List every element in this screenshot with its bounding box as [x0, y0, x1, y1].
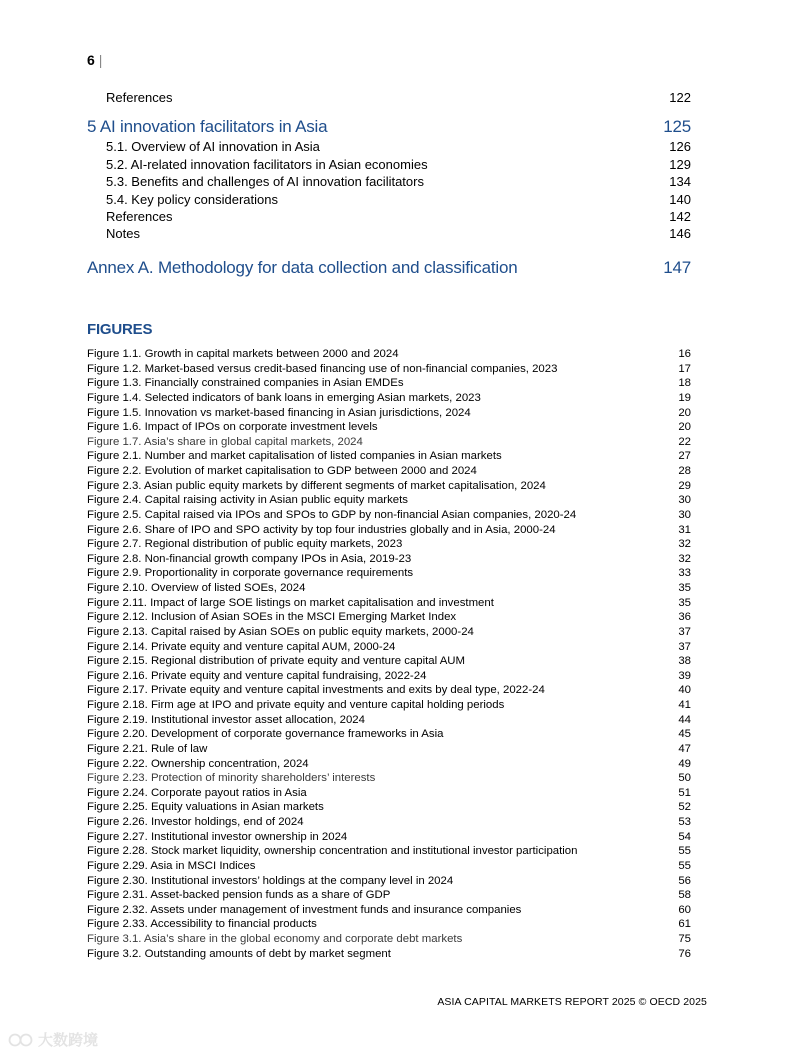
figure-page: 55	[678, 845, 691, 858]
figure-list-item[interactable]	[87, 362, 691, 377]
toc-annex-page: 147	[663, 257, 691, 277]
figure-list-item[interactable]	[87, 581, 691, 596]
figure-title: Figure 2.32. Assets under management of investment funds and insurance companies	[87, 903, 522, 916]
watermark	[8, 1029, 98, 1050]
figure-title: Figure 2.19. Institutional investor asset allocation, 2024	[87, 713, 365, 726]
toc-entry[interactable]	[87, 173, 691, 190]
figure-list-item[interactable]	[87, 449, 691, 464]
figure-page: 58	[678, 889, 691, 902]
figure-page: 31	[678, 523, 691, 536]
toc-entry-page: 134	[669, 174, 691, 190]
figure-title: Figure 2.4. Capital raising activity in Asian public equity markets	[87, 494, 408, 507]
toc-entry-label: References	[106, 208, 173, 224]
figure-page: 55	[678, 859, 691, 872]
figure-list-item[interactable]	[87, 508, 691, 523]
figure-title: Figure 2.23. Protection of minority shareholders’ interests	[87, 772, 376, 785]
figures-heading: FIGURES	[87, 321, 153, 338]
figure-page: 75	[678, 933, 691, 945]
figure-title: Figure 2.26. Investor holdings, end of 2024	[87, 816, 304, 828]
figure-list-item[interactable]	[87, 874, 691, 889]
figure-page: 39	[678, 669, 691, 682]
figure-title: Figure 2.18. Firm age at IPO and private equity and venture capital holding periods	[87, 699, 505, 711]
figure-title: Figure 2.30. Institutional investors’ holdings at the company level in 2024	[87, 874, 454, 887]
watermark-text: 大数跨境	[38, 1032, 99, 1049]
figure-list-item[interactable]	[87, 420, 691, 435]
figure-list-item[interactable]	[87, 683, 691, 698]
figure-page: 36	[678, 611, 691, 624]
figure-title: Figure 1.3. Financially constrained companies in Asian EMDEs	[87, 377, 404, 390]
figure-title: Figure 1.1. Growth in capital markets between 2000 and 2024	[87, 348, 399, 360]
figure-title: Figure 1.4. Selected indicators of bank loans in emerging Asian markets, 2023	[87, 391, 481, 404]
figures-list	[87, 347, 691, 961]
figure-page: 16	[678, 348, 691, 360]
figure-list-item[interactable]	[87, 800, 691, 815]
figure-page: 47	[678, 742, 691, 755]
figure-page: 51	[678, 786, 691, 799]
figure-title: Figure 1.2. Market-based versus credit-based financing use of non-financial companies, 2023	[87, 362, 558, 375]
toc-entry[interactable]	[87, 191, 691, 208]
figure-list-item[interactable]	[87, 742, 691, 757]
figure-page: 28	[678, 465, 691, 477]
page-number	[87, 52, 102, 68]
toc-chapter-page: 125	[663, 117, 691, 137]
toc-entry-label: Notes	[106, 226, 140, 242]
toc-entry-references[interactable]	[87, 89, 691, 106]
toc-entry-label: 5.2. AI-related innovation facilitators in Asian economies	[106, 156, 428, 172]
toc-entry[interactable]	[87, 156, 691, 173]
figure-title: Figure 2.29. Asia in MSCI Indices	[87, 859, 256, 872]
toc-chapter-5[interactable]	[87, 116, 691, 138]
figure-title: Figure 2.13. Capital raised by Asian SOEs on public equity markets, 2000-24	[87, 625, 474, 638]
figure-list-item[interactable]	[87, 566, 691, 581]
figure-page: 60	[678, 903, 691, 916]
figure-title: Figure 2.3. Asian public equity markets by different segments of market capitalisation, 2024	[87, 479, 546, 492]
figure-page: 37	[678, 625, 691, 638]
figure-page: 49	[678, 757, 691, 770]
figure-list-item[interactable]	[87, 464, 691, 479]
figure-page: 18	[678, 377, 691, 390]
figure-list-item[interactable]	[87, 859, 691, 874]
figure-list-item[interactable]	[87, 947, 691, 962]
toc-annex-a[interactable]	[87, 257, 691, 279]
toc-entry[interactable]	[87, 225, 691, 242]
page-number-value: 6	[87, 52, 95, 68]
figure-list-item[interactable]	[87, 596, 691, 611]
figure-page: 17	[678, 362, 691, 375]
toc-chapter-label: 5 AI innovation facilitators in Asia	[87, 117, 328, 137]
figure-page: 35	[678, 582, 691, 594]
figure-page: 19	[678, 391, 691, 404]
figure-page: 29	[678, 479, 691, 492]
figure-list-item[interactable]	[87, 537, 691, 552]
figure-list-item[interactable]	[87, 713, 691, 728]
figure-title: Figure 2.1. Number and market capitalisation of listed companies in Asian markets	[87, 450, 502, 463]
figure-list-item[interactable]	[87, 625, 691, 640]
figure-title: Figure 3.2. Outstanding amounts of debt by market segment	[87, 947, 391, 960]
figure-list-item[interactable]	[87, 917, 691, 932]
toc-entry-page: 129	[669, 156, 691, 172]
figure-title: Figure 1.7. Asia’s share in global capital markets, 2024	[87, 435, 363, 448]
figure-page: 56	[678, 874, 691, 887]
figure-list-item[interactable]	[87, 406, 691, 421]
toc-entry-page: 122	[669, 90, 691, 105]
toc-entry-label: 5.3. Benefits and challenges of AI innovation facilitators	[106, 174, 424, 190]
figure-page: 76	[678, 947, 691, 960]
figure-page: 32	[678, 552, 691, 565]
figure-list-item[interactable]	[87, 932, 691, 947]
figure-list-item[interactable]	[87, 654, 691, 669]
figure-page: 33	[678, 567, 691, 580]
figure-list-item[interactable]	[87, 347, 691, 362]
figure-list-item[interactable]	[87, 479, 691, 494]
figure-page: 22	[678, 435, 691, 448]
toc-entry-page: 126	[669, 139, 691, 155]
figure-list-item[interactable]	[87, 786, 691, 801]
figure-title: Figure 2.24. Corporate payout ratios in Asia	[87, 786, 307, 799]
figure-title: Figure 2.27. Institutional investor ownership in 2024	[87, 830, 348, 843]
figure-title: Figure 2.21. Rule of law	[87, 742, 208, 755]
figure-list-item[interactable]	[87, 435, 691, 450]
figure-page: 45	[678, 728, 691, 741]
figure-page: 30	[678, 508, 691, 521]
table-of-contents	[87, 89, 691, 279]
toc-entry-page: 142	[669, 208, 691, 224]
figure-title: Figure 2.6. Share of IPO and SPO activity by top four industries globally and in Asia, 2000-24	[87, 523, 556, 536]
figure-title: Figure 2.8. Non-financial growth company IPOs in Asia, 2019-23	[87, 552, 412, 565]
figure-page: 32	[678, 538, 691, 551]
figure-page: 20	[678, 406, 691, 419]
toc-entry-label: 5.1. Overview of AI innovation in Asia	[106, 139, 320, 155]
figure-list-item[interactable]	[87, 727, 691, 742]
figure-title: Figure 2.28. Stock market liquidity, ownership concentration and institutional investor participation	[87, 845, 578, 858]
figure-list-item[interactable]	[87, 376, 691, 391]
figure-title: Figure 2.7. Regional distribution of public equity markets, 2023	[87, 538, 403, 551]
toc-entry-page: 146	[669, 226, 691, 242]
figure-list-item[interactable]	[87, 698, 691, 713]
toc-sections	[87, 138, 691, 242]
figure-page: 40	[678, 684, 691, 697]
figure-page: 44	[678, 713, 691, 726]
figure-title: Figure 2.11. Impact of large SOE listings on market capitalisation and investment	[87, 596, 494, 609]
page-number-separator: |	[98, 52, 103, 68]
figure-title: Figure 1.5. Innovation vs market-based financing in Asian jurisdictions, 2024	[87, 406, 471, 419]
figure-list-item[interactable]	[87, 771, 691, 786]
figure-page: 61	[678, 918, 691, 931]
figure-title: Figure 2.10. Overview of listed SOEs, 2024	[87, 582, 306, 594]
figure-page: 53	[678, 816, 691, 828]
figure-title: Figure 2.22. Ownership concentration, 2024	[87, 757, 309, 770]
figure-page: 35	[678, 596, 691, 609]
toc-entry-label: References	[106, 90, 173, 105]
figure-page: 54	[678, 830, 691, 843]
figure-title: Figure 3.1. Asia’s share in the global economy and corporate debt markets	[87, 933, 463, 945]
watermark-logo-icon	[8, 1033, 34, 1047]
figure-page: 41	[678, 699, 691, 711]
figure-list-item[interactable]	[87, 815, 691, 830]
figure-list-item[interactable]	[87, 552, 691, 567]
figure-page: 38	[678, 655, 691, 668]
figure-page: 50	[678, 772, 691, 785]
figure-title: Figure 2.31. Asset-backed pension funds as a share of GDP	[87, 889, 391, 902]
figure-title: Figure 2.12. Inclusion of Asian SOEs in the MSCI Emerging Market Index	[87, 611, 457, 624]
figure-title: Figure 2.14. Private equity and venture capital AUM, 2000-24	[87, 640, 396, 653]
figure-list-item[interactable]	[87, 830, 691, 845]
toc-annex-label: Annex A. Methodology for data collection and classification	[87, 257, 518, 277]
figure-list-item[interactable]	[87, 844, 691, 859]
figure-list-item[interactable]	[87, 493, 691, 508]
figure-list-item[interactable]	[87, 888, 691, 903]
figure-list-item[interactable]	[87, 669, 691, 684]
page-footer: ASIA CAPITAL MARKETS REPORT 2025 © OECD 2025	[437, 996, 707, 1008]
toc-entry-page: 140	[669, 191, 691, 207]
figure-list-item[interactable]	[87, 640, 691, 655]
figure-list-item[interactable]	[87, 610, 691, 625]
figure-page: 30	[678, 494, 691, 507]
toc-entry[interactable]	[87, 208, 691, 225]
figure-title: Figure 2.25. Equity valuations in Asian markets	[87, 801, 324, 814]
figure-title: Figure 1.6. Impact of IPOs on corporate investment levels	[87, 421, 378, 434]
figure-page: 27	[678, 450, 691, 463]
figure-page: 52	[678, 801, 691, 814]
figure-title: Figure 2.5. Capital raised via IPOs and SPOs to GDP by non-financial Asian companies, 2020-24	[87, 508, 577, 521]
figure-title: Figure 2.20. Development of corporate governance frameworks in Asia	[87, 728, 444, 741]
figure-list-item[interactable]	[87, 523, 691, 538]
figure-title: Figure 2.17. Private equity and venture capital investments and exits by deal type, 2022-24	[87, 684, 545, 697]
figure-title: Figure 2.9. Proportionality in corporate governance requirements	[87, 567, 414, 580]
figure-list-item[interactable]	[87, 757, 691, 772]
figure-title: Figure 2.33. Accessibility to financial products	[87, 918, 317, 931]
figure-page: 37	[678, 640, 691, 653]
toc-entry[interactable]	[87, 138, 691, 155]
figure-page: 20	[678, 421, 691, 434]
figure-title: Figure 2.15. Regional distribution of private equity and venture capital AUM	[87, 655, 466, 668]
toc-entry-label: 5.4. Key policy considerations	[106, 191, 278, 207]
figure-list-item[interactable]	[87, 903, 691, 918]
figure-title: Figure 2.16. Private equity and venture capital fundraising, 2022-24	[87, 669, 427, 682]
figure-title: Figure 2.2. Evolution of market capitalisation to GDP between 2000 and 2024	[87, 465, 477, 477]
figure-list-item[interactable]	[87, 391, 691, 406]
